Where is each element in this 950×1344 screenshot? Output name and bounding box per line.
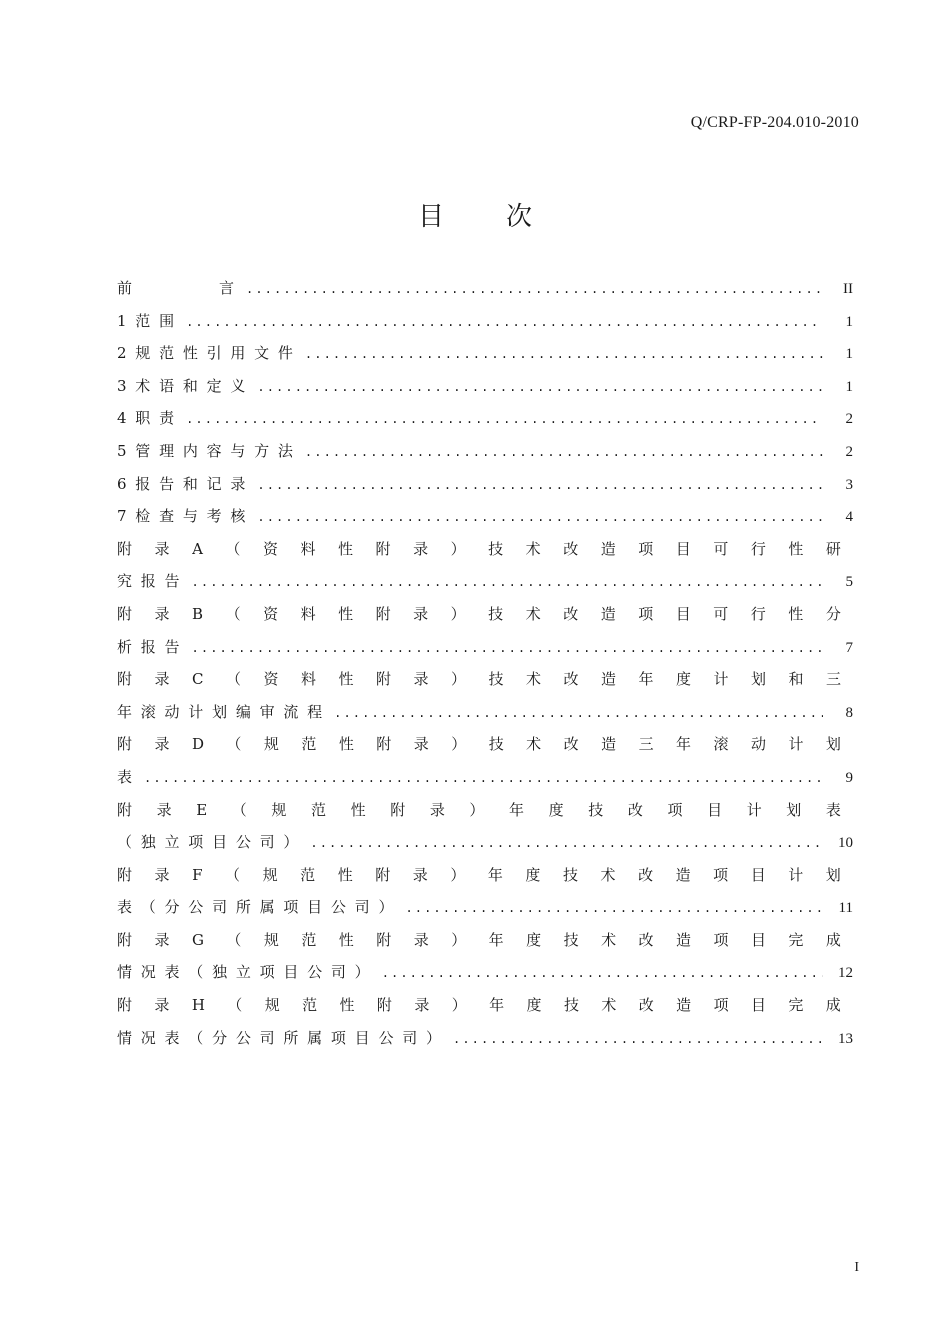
dot-leader: [247, 469, 823, 502]
toc-entry[interactable]: [117, 370, 853, 403]
toc-entry[interactable]: [117, 337, 853, 370]
toc-entry-wrap-line: [117, 989, 853, 1022]
toc-entry-title: 表 （ 分 公 司 所 属 项 目 公 司 ）: [117, 898, 396, 917]
toc-entry-title: 5 管 理 内 容 与 方 法: [117, 441, 295, 460]
toc-entry[interactable]: [117, 891, 853, 924]
toc-page-number: 9: [845, 769, 853, 786]
toc-entry-title-first-line: 附 录 H （ 规 范 性 附 录 ） 年 度 技 术 改 造 项 目 完 成: [117, 996, 841, 1015]
dot-leader: [247, 501, 823, 534]
toc-entry-title: 究 报 告: [117, 572, 182, 591]
toc-page-number: 2: [845, 443, 853, 460]
toc-entry[interactable]: [117, 1022, 853, 1055]
toc-entry-wrap-line: [117, 728, 853, 761]
toc-page-number: 8: [845, 704, 853, 721]
toc-page-number: 4: [845, 509, 853, 526]
dot-leader: [300, 827, 823, 860]
toc-entry-title-first-line: 附 录 F （ 规 范 性 附 录 ） 年 度 技 术 改 造 项 目 计 划: [117, 865, 841, 884]
toc-entry-wrap-line: [117, 859, 853, 892]
toc-entry-wrap-line: [117, 533, 853, 566]
toc-entry-wrap-line: [117, 598, 853, 631]
toc-entry-title: 6 报 告 和 记 录: [117, 474, 248, 493]
toc-entry[interactable]: [117, 565, 853, 598]
toc-entry-title: 年 滚 动 计 划 编 审 流 程: [117, 702, 325, 721]
toc-entry-wrap-line: [117, 663, 853, 696]
toc-entry[interactable]: [117, 631, 853, 664]
toc-page-number: 12: [838, 965, 853, 982]
toc-entry[interactable]: [117, 305, 853, 338]
toc-entry-title: 7 检 查 与 考 核: [117, 507, 248, 526]
toc-entry-title: 表: [117, 767, 135, 786]
dot-leader: [395, 892, 823, 925]
toc-entry-title-first-line: 附 录 E （ 规 范 性 附 录 ） 年 度 技 改 项 目 计 划 表: [117, 800, 841, 819]
page-title: [0, 196, 950, 233]
toc-entry[interactable]: [117, 956, 853, 989]
toc-page-number: 11: [838, 900, 853, 917]
toc-entry-title: 4 职 责: [117, 409, 177, 428]
dot-leader: [236, 273, 823, 306]
toc-entry[interactable]: [117, 402, 853, 435]
toc-entry-wrap-line: [117, 794, 853, 827]
toc-page-number: 13: [838, 1030, 853, 1047]
page-number: I: [854, 1260, 859, 1275]
toc-entry-wrap-line: [117, 924, 853, 957]
table-of-contents: [117, 272, 853, 1054]
toc-entry[interactable]: [117, 272, 853, 305]
toc-entry-title: 前 言: [117, 279, 237, 297]
title-char-2: 次: [506, 202, 533, 232]
toc-page-number: 1: [845, 378, 853, 395]
title-char-1: 目: [417, 202, 444, 232]
toc-entry-title-first-line: 附 录 B （ 资 料 性 附 录 ） 技 术 改 造 项 目 可 行 性 分: [117, 604, 841, 623]
toc-entry[interactable]: [117, 761, 853, 794]
toc-entry-title: （ 独 立 项 目 公 司 ）: [117, 833, 301, 852]
toc-entry-title-first-line: 附 录 C （ 资 料 性 附 录 ） 技 术 改 造 年 度 计 划 和 三: [117, 670, 841, 689]
toc-entry[interactable]: [117, 826, 853, 859]
toc-entry[interactable]: [117, 500, 853, 533]
dot-leader: [134, 762, 823, 795]
toc-entry-title: 3 术 语 和 定 义: [117, 376, 248, 395]
toc-page-number: 7: [845, 639, 853, 656]
toc-entry-title: 情 况 表 （ 分 公 司 所 属 项 目 公 司 ）: [117, 1028, 443, 1047]
toc-page-number: II: [843, 281, 853, 297]
toc-entry-title-first-line: 附 录 G （ 规 范 性 附 录 ） 年 度 技 术 改 造 项 目 完 成: [117, 930, 841, 949]
dot-leader: [443, 1023, 823, 1056]
toc-entry[interactable]: [117, 468, 853, 501]
toc-page-number: 1: [845, 313, 853, 330]
toc-page-number: 1: [845, 346, 853, 363]
toc-page-number: 3: [845, 476, 853, 493]
toc-entry-title: 情 况 表 （ 独 立 项 目 公 司 ）: [117, 963, 372, 982]
toc-entry[interactable]: [117, 435, 853, 468]
toc-entry-title: 2 规 范 性 引 用 文 件: [117, 344, 295, 363]
toc-entry-title: 析 报 告: [117, 637, 182, 656]
dot-leader: [176, 403, 823, 436]
dot-leader: [176, 306, 823, 339]
dot-leader: [247, 371, 823, 404]
toc-page-number: 10: [838, 835, 853, 852]
dot-leader: [295, 436, 823, 469]
document-number: Q/CRP-FP-204.010-2010: [690, 114, 859, 131]
dot-leader: [372, 957, 823, 990]
toc-page-number: 5: [845, 574, 853, 591]
dot-leader: [324, 697, 823, 730]
dot-leader: [182, 632, 823, 665]
toc-page-number: 2: [845, 411, 853, 428]
toc-entry-title-first-line: 附 录 A （ 资 料 性 附 录 ） 技 术 改 造 项 目 可 行 性 研: [117, 539, 841, 558]
toc-entry-title-first-line: 附 录 D （ 规 范 性 附 录 ） 技 术 改 造 三 年 滚 动 计 划: [117, 735, 841, 754]
dot-leader: [295, 338, 823, 371]
toc-entry[interactable]: [117, 696, 853, 729]
toc-entry-title: 1 范 围: [117, 311, 177, 330]
dot-leader: [182, 566, 823, 599]
